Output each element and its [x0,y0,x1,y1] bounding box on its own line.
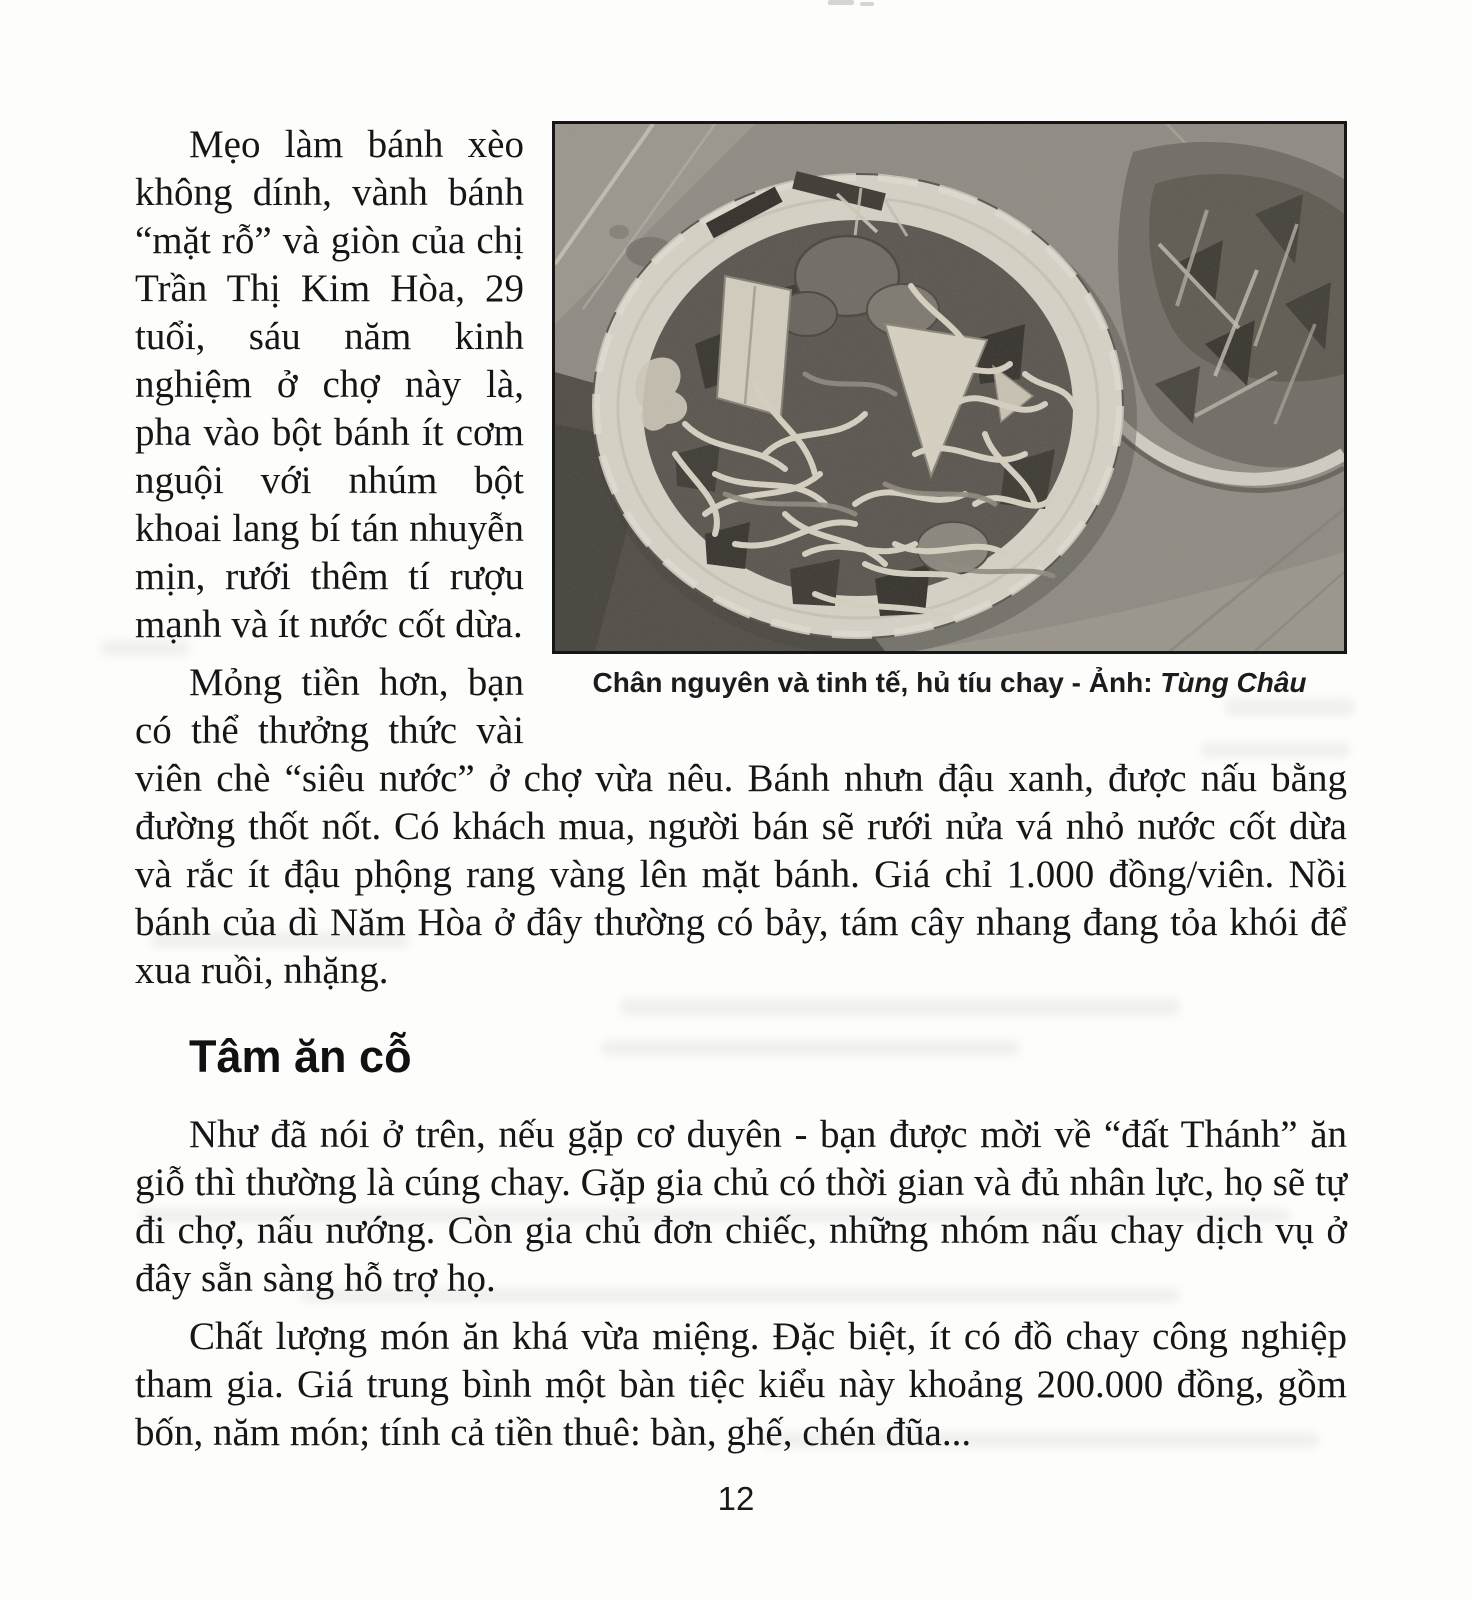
section-heading: Tâm ăn cỗ [189,1031,412,1082]
scan-speck [828,0,854,5]
paragraph-tam-an-co-2: Chất lượng món ăn khá vừa miệng. Đặc biệt, ít có đồ chay công nghiệp tham gia. Giá trung bình một bàn tiệc kiểu này khoảng 200.000 đồng, gồm bốn, năm món; tính cả tiền thuê: bàn, ghế, chén đũa... [135,1315,1347,1454]
photo-caption-credit: Tùng Châu [1160,667,1307,698]
photo-grain-overlay [555,124,1344,651]
photo-caption-text: Chân nguyên và tinh tế, hủ tíu chay - Ảnh: [592,667,1161,698]
article-content [135,121,1347,1467]
page-number: 12 [717,1480,755,1517]
paragraph-banh-xeo: Mẹo làm bánh xèo không dính, vành bánh “mặt rỗ” và giòn của chị Trần Thị Kim Hòa, 29 tuổi, sáu năm kinh nghiệm ở chợ này là, pha vào bột bánh ít cơm nguội với nhúm bột khoai lang bí tán nhuyễn mịn, rưới thêm tí rượu mạnh và ít nước cốt dừa. [135,123,524,646]
paragraph-tam-an-co-1: Như đã nói ở trên, nếu gặp cơ duyên - bạn được mời về “đất Thánh” ăn giỗ thì thường là cúng chay. Gặp gia chủ có thời gian và đủ nhân lực, họ sẽ tự đi chợ, nấu nướng. Còn gia chủ đơn chiếc, những nhóm nấu chay dịch vụ ở đây sẵn sàng hỗ trợ họ. [135,1113,1347,1300]
article-photo [552,121,1347,654]
article-figure [552,121,1347,700]
photo-caption [552,666,1347,700]
paragraph-che-sieu-nuoc: Mỏng tiền hơn, bạn có thể thưởng thức vài viên chè “siêu nước” ở chợ vừa nêu. Bánh nhưn đậu xanh, được nấu bằng đường thốt nốt. Có khách mua, người bán sẽ rưới nửa vá nhỏ nước cốt dừa và rắc ít đậu phộng rang vàng lên mặt bánh. Giá chỉ 1.000 đồng/viên. Nồi bánh của dì Năm Hòa ở đây thường có bảy, tám cây nhang đang tỏa khói để xua ruồi, nhặng. [135,661,1347,992]
scan-speck [860,2,874,6]
